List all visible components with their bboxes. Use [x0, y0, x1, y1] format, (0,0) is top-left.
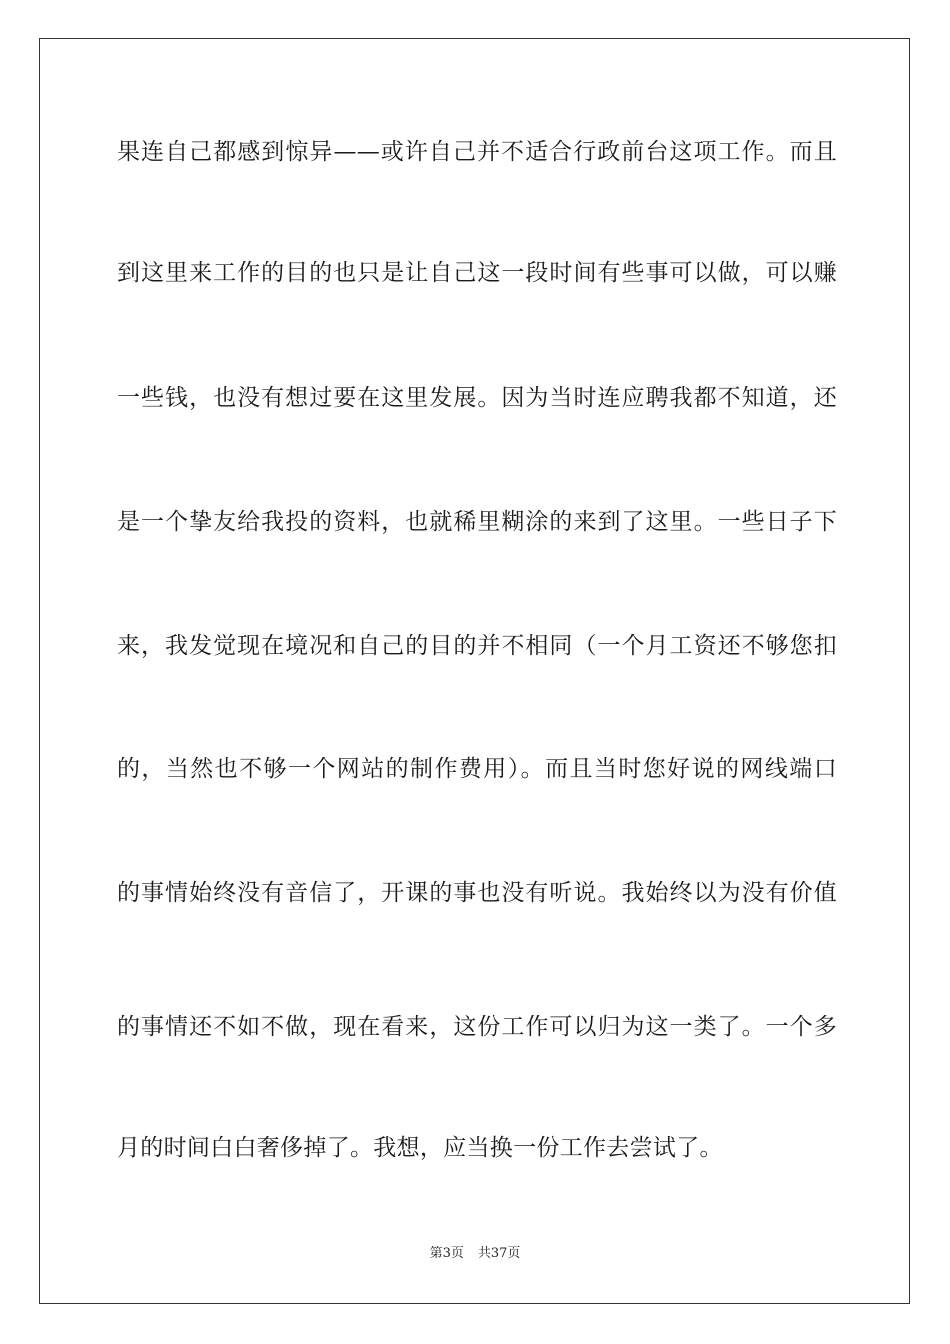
paragraph-line: 的事情还不如不做，现在看来，这份工作可以归为这一类了。一个多: [117, 1014, 837, 1040]
paragraph-line: 的，当然也不够一个网站的制作费用）。而且当时您好说的网线端口: [117, 756, 837, 782]
page-frame: [39, 38, 910, 1304]
page-number: 第3页: [429, 1246, 464, 1261]
total-pages: 共37页: [477, 1246, 521, 1261]
paragraph-line: 到这里来工作的目的也只是让自己这一段时间有些事可以做，可以赚: [117, 260, 837, 286]
paragraph-line: 一些钱，也没有想过要在这里发展。因为当时连应聘我都不知道，还: [117, 385, 837, 411]
page-footer: [0, 1245, 950, 1263]
paragraph-line: 月的时间白白奢侈掉了。我想，应当换一份工作去尝试了。: [117, 1135, 723, 1161]
paragraph-line: 果连自己都感到惊异——或许自己并不适合行政前台这项工作。而且: [117, 139, 837, 165]
paragraph-line: 的事情始终没有音信了，开课的事也没有听说。我始终以为没有价值: [117, 880, 837, 906]
paragraph-line: 是一个挚友给我投的资料，也就稀里糊涂的来到了这里。一些日子下: [117, 509, 837, 535]
paragraph-line: 来，我发觉现在境况和自己的目的并不相同（一个月工资还不够您扣: [117, 633, 837, 659]
